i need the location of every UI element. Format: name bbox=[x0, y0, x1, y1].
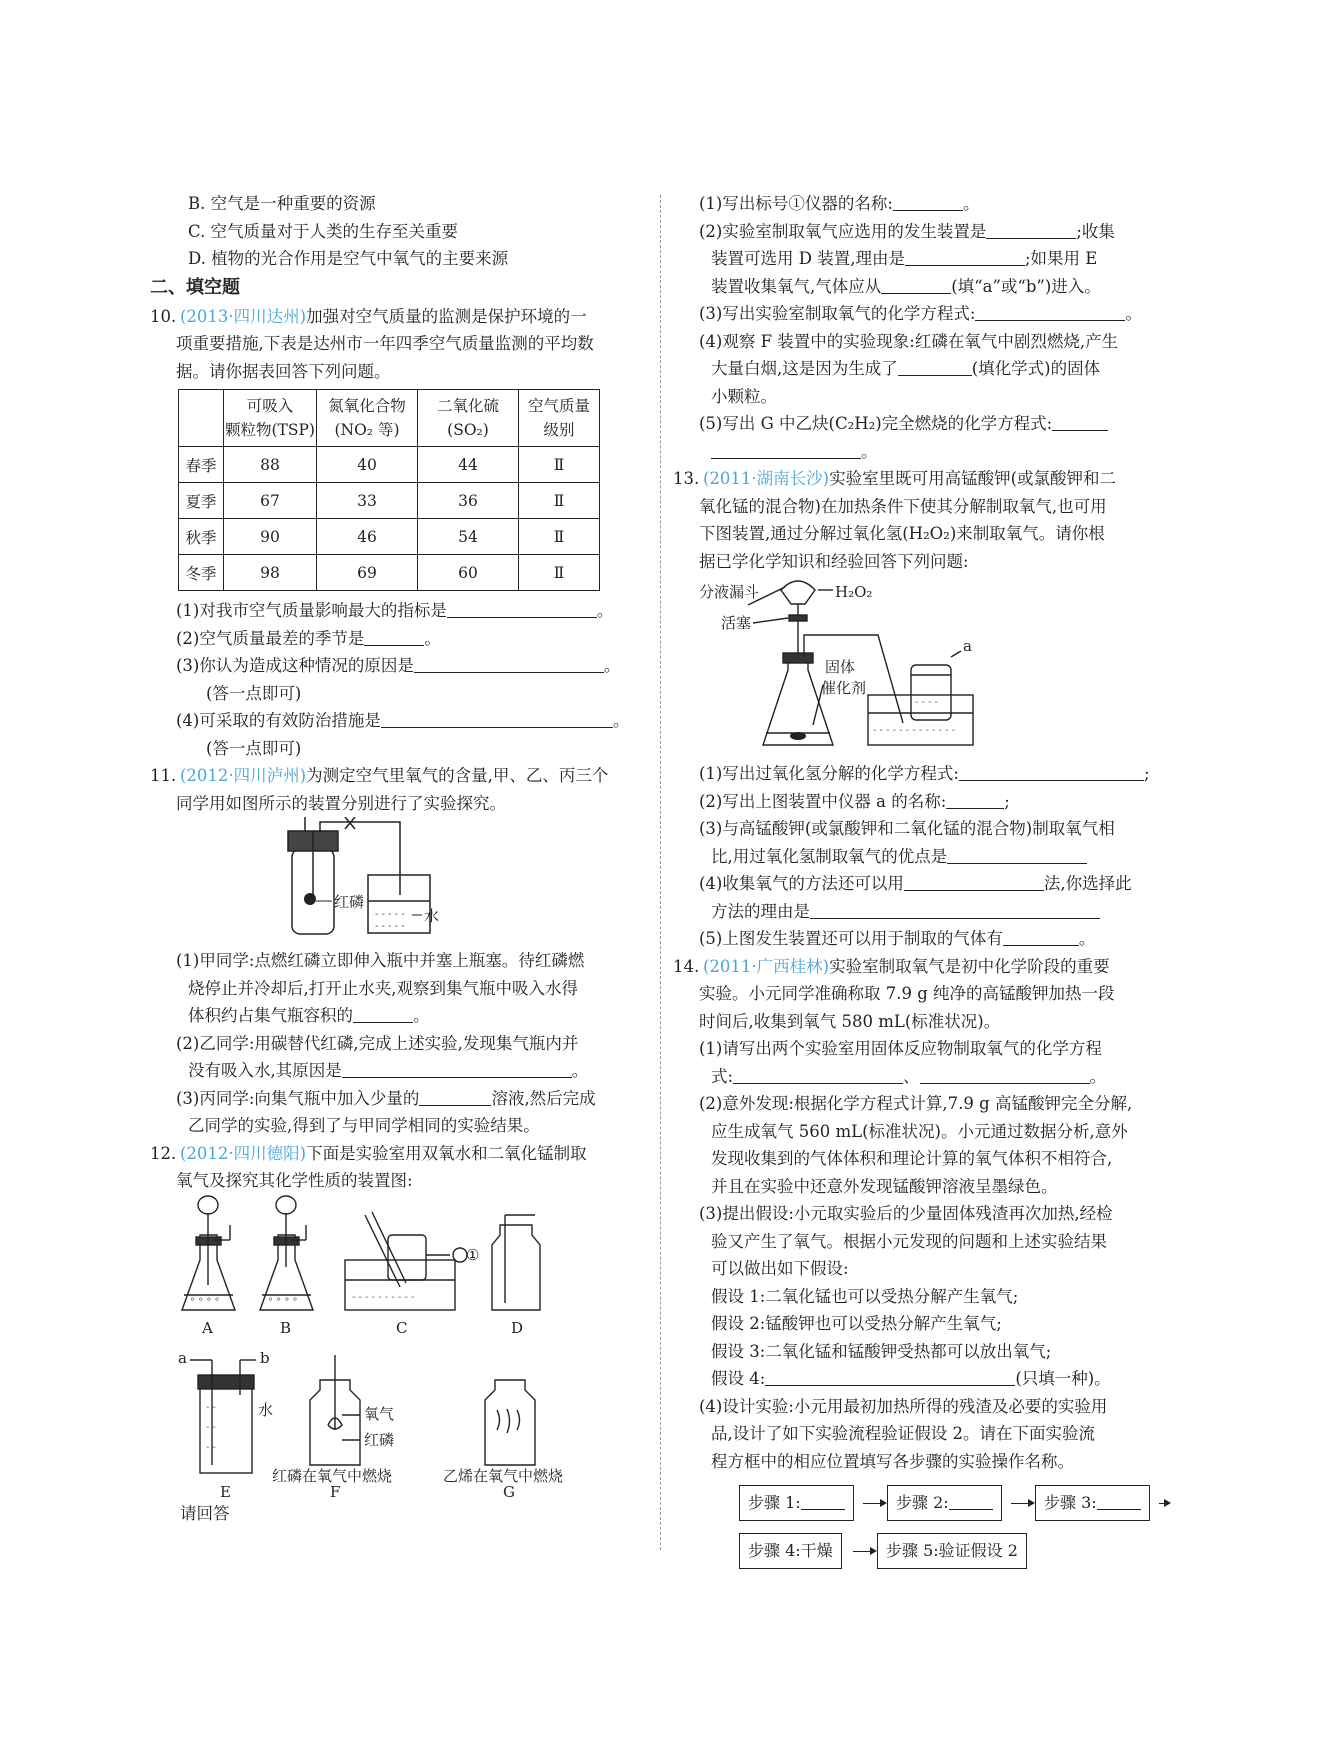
hypothesis-1: 假设 1:二氧化锰也可以受热分解产生氧气; bbox=[711, 1286, 1019, 1306]
hypothesis-3: 假设 3:二氧化锰和锰酸钾受热都可以放出氧气; bbox=[711, 1341, 1052, 1361]
svg-text:- - - - -: - - - - - bbox=[375, 909, 405, 920]
q14-sub1-line2: 式: 、 。 bbox=[711, 1066, 1107, 1086]
port-b-label: b bbox=[260, 1348, 270, 1367]
q11-line1: 11. (2012·四川泸州)为测定空气里氧气的含量,甲、乙、丙三个 bbox=[150, 762, 645, 790]
table-row bbox=[179, 555, 600, 591]
water-label: 水 bbox=[424, 907, 440, 925]
q13-sub4-line2: 方法的理由是 bbox=[673, 898, 1173, 926]
svg-text:- - - - - - - - - - - - -: - - - - - - - - - - - - - bbox=[873, 725, 956, 736]
q10-sub4: (4)可采取的有效防治措施是 。 bbox=[176, 711, 630, 730]
table-header-cell: 可吸入 颗粒物(TSP) bbox=[224, 390, 317, 447]
table-cell: 90 bbox=[224, 519, 317, 555]
lab-apparatus-figure-a-to-g bbox=[160, 1195, 655, 1500]
solid-label: 固体 bbox=[825, 658, 856, 676]
answer-blank[interactable] bbox=[949, 1491, 993, 1510]
q13-sub3-line2: 比,用过氧化氢制取氧气的优点是 bbox=[673, 843, 1173, 871]
table-row bbox=[179, 447, 600, 483]
option-c: C. 空气质量对于人类的生存至关重要 bbox=[188, 221, 459, 241]
answer-blank[interactable] bbox=[959, 762, 1144, 781]
table-header-row bbox=[179, 390, 600, 447]
q10-sub2: (2)空气质量最差的季节是 。 bbox=[176, 628, 441, 648]
q14-sub3-line3: 可以做出如下假设: bbox=[711, 1259, 849, 1278]
q11-sub3-line2: 乙同学的实验,得到了与甲同学相同的实验结果。 bbox=[188, 1116, 540, 1135]
q10-sub3-note: (答一点即可) bbox=[206, 683, 302, 703]
water-label: 水 bbox=[258, 1400, 274, 1419]
q12-sub2-line1: (2)实验室制取氧气应选用的发生装置是 ;收集 bbox=[699, 221, 1115, 241]
q13-sub2: (2)写出上图装置中仪器 a 的名称: ; bbox=[699, 791, 1010, 811]
q12-sub4-line2: 大量白烟,这是因为生成了 (填化学式)的固体 bbox=[711, 359, 1101, 378]
svg-text:- - - -: - - - - bbox=[915, 697, 939, 708]
answer-blank[interactable] bbox=[904, 872, 1044, 891]
table-cell: 54 bbox=[418, 519, 519, 555]
port-a-label: a bbox=[178, 1348, 187, 1367]
q13-sub1: (1)写出过氧化氢分解的化学方程式: ; bbox=[699, 764, 1150, 783]
label-b: B bbox=[280, 1318, 292, 1337]
q10-sub3: (3)你认为造成这种情况的原因是 。 bbox=[176, 656, 621, 675]
q12-sub1: (1)写出标号①仪器的名称: 。 bbox=[699, 194, 980, 213]
answer-blank[interactable] bbox=[353, 1004, 413, 1023]
table-cell: Ⅱ bbox=[519, 483, 600, 519]
caption-f: 红磷在氧气中燃烧 bbox=[272, 1466, 393, 1485]
table-cell: 36 bbox=[418, 483, 519, 519]
q12-line1: 12. (2012·四川德阳)下面是实验室用双氧水和二氧化锰制取 bbox=[150, 1140, 645, 1168]
hydrogen-peroxide-apparatus-figure bbox=[673, 575, 1173, 760]
flow-arrow bbox=[1159, 1503, 1169, 1504]
answer-blank[interactable] bbox=[364, 627, 424, 646]
q10-text1: 加强对空气质量的监测是保护环境的一 bbox=[306, 306, 587, 326]
q12-line2: 氧气及探究其化学性质的装置图: bbox=[176, 1171, 413, 1190]
q14-sub4-line3: 程方框中的相应位置填写各步骤的实验操作名称。 bbox=[711, 1451, 1074, 1471]
q11-sub2-line2: 没有吸入水,其原因是 。 bbox=[188, 1061, 589, 1080]
q14-sub1-line1: (1)请写出两个实验室用固体反应物制取氧气的化学方程 bbox=[699, 1039, 1102, 1058]
q12-sub2-line3: 装置收集氧气,气体应从 (填“a”或“b”)进入。 bbox=[711, 276, 1101, 296]
svg-text:- -: - - bbox=[206, 1421, 216, 1433]
q13-sub4-line1: (4)收集氧气的方法还可以用 法,你选择此 bbox=[699, 874, 1132, 893]
label-d: D bbox=[511, 1318, 524, 1337]
answer-blank[interactable] bbox=[765, 1367, 1015, 1386]
oxygen-label: 氧气 bbox=[364, 1404, 395, 1423]
q13-line3: 下图装置,通过分解过氧化氢(H₂O₂)来制取氧气。请你根 bbox=[699, 524, 1105, 543]
q11-sub1-line1: (1)甲同学:点燃红磷立即伸入瓶中并塞上瓶塞。待红磷燃 bbox=[176, 951, 585, 970]
q14-sub3-line2: 验又产生了氧气。根据小元发现的问题和上述实验结果 bbox=[711, 1231, 1107, 1251]
label-e: E bbox=[220, 1482, 231, 1500]
q13-line4: 据已学化学知识和经验回答下列问题: bbox=[699, 551, 969, 571]
q10-line3: 据。请你据表回答下列问题。 bbox=[176, 361, 391, 381]
q12-sub4-line3: 小颗粒。 bbox=[711, 386, 777, 406]
answer-blank[interactable] bbox=[801, 1491, 845, 1510]
red-phosphorus-label: 红磷 bbox=[334, 893, 365, 911]
q10-number: 10. bbox=[150, 306, 177, 326]
column-divider bbox=[660, 195, 661, 1550]
q14-source-tag: (2011·广西桂林) bbox=[703, 956, 830, 976]
q13-sub3-line1: (3)与高锰酸钾(或氯酸钾和二氧化锰的混合物)制取氧气相 bbox=[699, 819, 1115, 838]
answer-blank[interactable] bbox=[810, 900, 1100, 919]
q10-line2: 项重要措施,下表是达州市一年四季空气质量监测的平均数 bbox=[176, 334, 594, 353]
q11-sub2-line1: (2)乙同学:用碳替代红磷,完成上述实验,发现集气瓶内并 bbox=[176, 1033, 579, 1053]
table-cell: 冬季 bbox=[179, 555, 224, 591]
q14-sub4-line2: 品,设计了如下实验流程验证假设 2。请在下面实验流 bbox=[711, 1424, 1095, 1443]
flow-arrow bbox=[1011, 1503, 1033, 1504]
catalyst-label: 催化剂 bbox=[821, 679, 867, 697]
table-cell: Ⅱ bbox=[519, 447, 600, 483]
q12-sub2-line2: 装置可选用 D 装置,理由是 ;如果用 E bbox=[711, 249, 1098, 268]
answer-blank[interactable] bbox=[342, 1059, 572, 1078]
svg-text:° ° ° °: ° ° ° ° bbox=[268, 1296, 298, 1308]
q12-sub4-line1: (4)观察 F 装置中的实验现象:红磷在氧气中剧烈燃烧,产生 bbox=[699, 331, 1119, 351]
q13-number: 13. bbox=[673, 469, 700, 488]
caption-g: 乙烯在氧气中燃烧 bbox=[443, 1466, 564, 1485]
q14-sub2-line2: 应生成氧气 560 mL(标准状况)。小元通过数据分析,意外 bbox=[711, 1121, 1128, 1141]
option-b: B. 空气是一种重要的资源 bbox=[188, 194, 376, 213]
answer-blank[interactable] bbox=[898, 357, 972, 376]
table-header-cell bbox=[179, 390, 224, 447]
table-cell: 98 bbox=[224, 555, 317, 591]
answer-blank[interactable] bbox=[975, 302, 1125, 321]
svg-text:- - - - - - - - - -: - - - - - - - - - - bbox=[352, 1291, 415, 1303]
answer-blank[interactable] bbox=[447, 599, 597, 618]
q11-line2: 同学用如图所示的装置分别进行了实验探究。 bbox=[176, 793, 506, 813]
q14-sub3-line1: (3)提出假设:小元取实验后的少量固体残渣再次加热,经检 bbox=[699, 1204, 1113, 1223]
q14-line2: 实验。小元同学准确称取 7.9 g 纯净的高锰酸钾加热一段 bbox=[699, 984, 1115, 1003]
svg-text:- -: - - bbox=[206, 1401, 216, 1413]
q12-number: 12. bbox=[150, 1143, 177, 1163]
q11-sub1-line3: 体积约占集气瓶容积的 。 bbox=[188, 1006, 430, 1025]
table-cell: 69 bbox=[317, 555, 418, 591]
label-a: A bbox=[202, 1318, 213, 1337]
right-column bbox=[673, 190, 1173, 1585]
flow-arrow bbox=[853, 1551, 875, 1552]
svg-text:° ° ° °: ° ° ° ° bbox=[190, 1296, 220, 1308]
q13-sub5: (5)上图发生装置还可以用于制取的气体有 。 bbox=[699, 929, 1096, 948]
step-2-box: 步骤 2: bbox=[887, 1485, 1002, 1521]
answer-blank[interactable] bbox=[1097, 1491, 1141, 1510]
label-c: C bbox=[396, 1318, 408, 1337]
q13-line1: 13. (2011·湖南长沙)实验室里既可用高锰酸钾(或氯酸钾和二 bbox=[673, 465, 1173, 493]
label-g: G bbox=[503, 1482, 515, 1500]
table-cell: 夏季 bbox=[179, 483, 224, 519]
table-cell: 60 bbox=[418, 555, 519, 591]
q10-sub4-note: (答一点即可) bbox=[206, 738, 302, 758]
table-row bbox=[179, 483, 600, 519]
table-row bbox=[179, 519, 600, 555]
answer-blank[interactable] bbox=[711, 440, 861, 459]
table-cell: 40 bbox=[317, 447, 418, 483]
q11-sub1-line2: 烧停止并冷却后,打开止水夹,观察到集气瓶中吸入水得 bbox=[188, 978, 578, 998]
q10-line1 bbox=[150, 303, 645, 331]
table-cell: Ⅱ bbox=[519, 555, 600, 591]
answer-blank[interactable] bbox=[381, 709, 613, 728]
table-cell: 88 bbox=[224, 447, 317, 483]
table-cell: 秋季 bbox=[179, 519, 224, 555]
experiment-flowchart bbox=[673, 1475, 1173, 1585]
step-5-box: 步骤 5:验证假设 2 bbox=[877, 1533, 1027, 1569]
q14-line1: 14. (2011·广西桂林)实验室制取氧气是初中化学阶段的重要 bbox=[673, 953, 1173, 981]
table-cell: 67 bbox=[224, 483, 317, 519]
table-cell: Ⅱ bbox=[519, 519, 600, 555]
answer-blank[interactable] bbox=[1052, 412, 1108, 431]
answer-blank[interactable] bbox=[947, 845, 1087, 864]
q13-line2: 氧化锰的混合物)在加热条件下使其分解制取氧气,也可用 bbox=[699, 496, 1107, 516]
q12-source-tag: (2012·四川德阳) bbox=[180, 1143, 307, 1163]
step-1-box: 步骤 1: bbox=[739, 1485, 854, 1521]
table-cell: 46 bbox=[317, 519, 418, 555]
q14-line3: 时间后,收集到氧气 580 mL(标准状况)。 bbox=[699, 1011, 1001, 1031]
answer-blank[interactable] bbox=[733, 1065, 903, 1084]
flow-arrow bbox=[863, 1503, 885, 1504]
label-f: F bbox=[330, 1482, 341, 1500]
answer-blank[interactable] bbox=[946, 790, 1004, 809]
q14-sub2-line4: 并且在实验中还意外发现锰酸钾溶液呈墨绿色。 bbox=[711, 1176, 1058, 1196]
step-3-box: 步骤 3: bbox=[1035, 1485, 1150, 1521]
q12-sub5-line2: 。 bbox=[673, 438, 1173, 466]
funnel-label: 分液漏斗 bbox=[699, 583, 760, 601]
table-header-cell: 氮氧化合物 (NO₂ 等) bbox=[317, 390, 418, 447]
table-cell: 33 bbox=[317, 483, 418, 519]
left-column bbox=[150, 190, 645, 1527]
instrument-a-label: a bbox=[963, 637, 972, 655]
svg-text:- -: - - bbox=[206, 1441, 216, 1453]
red-phosphorus-label: 红磷 bbox=[364, 1430, 395, 1449]
answer-blank[interactable] bbox=[986, 220, 1076, 239]
section-title: 二、填空题 bbox=[150, 276, 240, 298]
q14-sub4-line1: (4)设计实验:小元用最初加热所得的残渣及必要的实验用 bbox=[699, 1396, 1108, 1416]
answer-blank[interactable] bbox=[419, 1087, 491, 1106]
answer-blank[interactable] bbox=[893, 192, 963, 211]
circled-1-label: ① bbox=[466, 1245, 480, 1264]
table-header-cell: 空气质量 级别 bbox=[519, 390, 600, 447]
answer-blank[interactable] bbox=[1003, 927, 1079, 946]
svg-text:- - - - -: - - - - - bbox=[375, 921, 405, 932]
table-cell: 44 bbox=[418, 447, 519, 483]
table-cell: 春季 bbox=[179, 447, 224, 483]
q10-sub1: (1)对我市空气质量影响最大的指标是 。 bbox=[176, 601, 614, 620]
q11-sub3-line1: (3)丙同学:向集气瓶中加入少量的 溶液,然后完成 bbox=[176, 1088, 596, 1108]
q14-number: 14. bbox=[673, 956, 700, 976]
step-4-box: 步骤 4:干燥 bbox=[739, 1533, 842, 1569]
hypothesis-4: 假设 4: (只填一种)。 bbox=[711, 1369, 1111, 1388]
q14-sub2-line1: (2)意外发现:根据化学方程式计算,7.9 g 高锰酸钾完全分解, bbox=[699, 1094, 1133, 1113]
red-phosphorus-apparatus-figure bbox=[150, 817, 645, 947]
option-d: D. 植物的光合作用是空气中氧气的主要来源 bbox=[188, 249, 509, 268]
answer-blank[interactable] bbox=[920, 1065, 1090, 1084]
q13-source-tag: (2011·湖南长沙) bbox=[703, 469, 830, 488]
answer-blank[interactable] bbox=[905, 247, 1025, 266]
q11-number: 11. bbox=[150, 766, 177, 785]
q12-sub5: (5)写出 G 中乙炔(C₂H₂)完全燃烧的化学方程式: bbox=[673, 410, 1173, 438]
q11-source-tag: (2012·四川泸州) bbox=[180, 766, 307, 785]
answer-blank[interactable] bbox=[881, 275, 951, 294]
air-quality-table bbox=[178, 389, 600, 591]
answer-blank[interactable] bbox=[414, 654, 604, 673]
please-answer: 请回答 bbox=[180, 1503, 230, 1523]
valve-label: 活塞 bbox=[721, 614, 752, 632]
h2o2-label: H₂O₂ bbox=[835, 583, 873, 601]
hypothesis-2: 假设 2:锰酸钾也可以受热分解产生氧气; bbox=[711, 1314, 1002, 1333]
q12-sub3: (3)写出实验室制取氧气的化学方程式: 。 bbox=[699, 304, 1142, 323]
table-header-cell: 二氧化硫 (SO₂) bbox=[418, 390, 519, 447]
q10-source-tag: (2013·四川达州) bbox=[180, 306, 307, 326]
q14-sub2-line3: 发现收集到的气体体积和理论计算的氧气体积不相符合, bbox=[711, 1149, 1113, 1168]
